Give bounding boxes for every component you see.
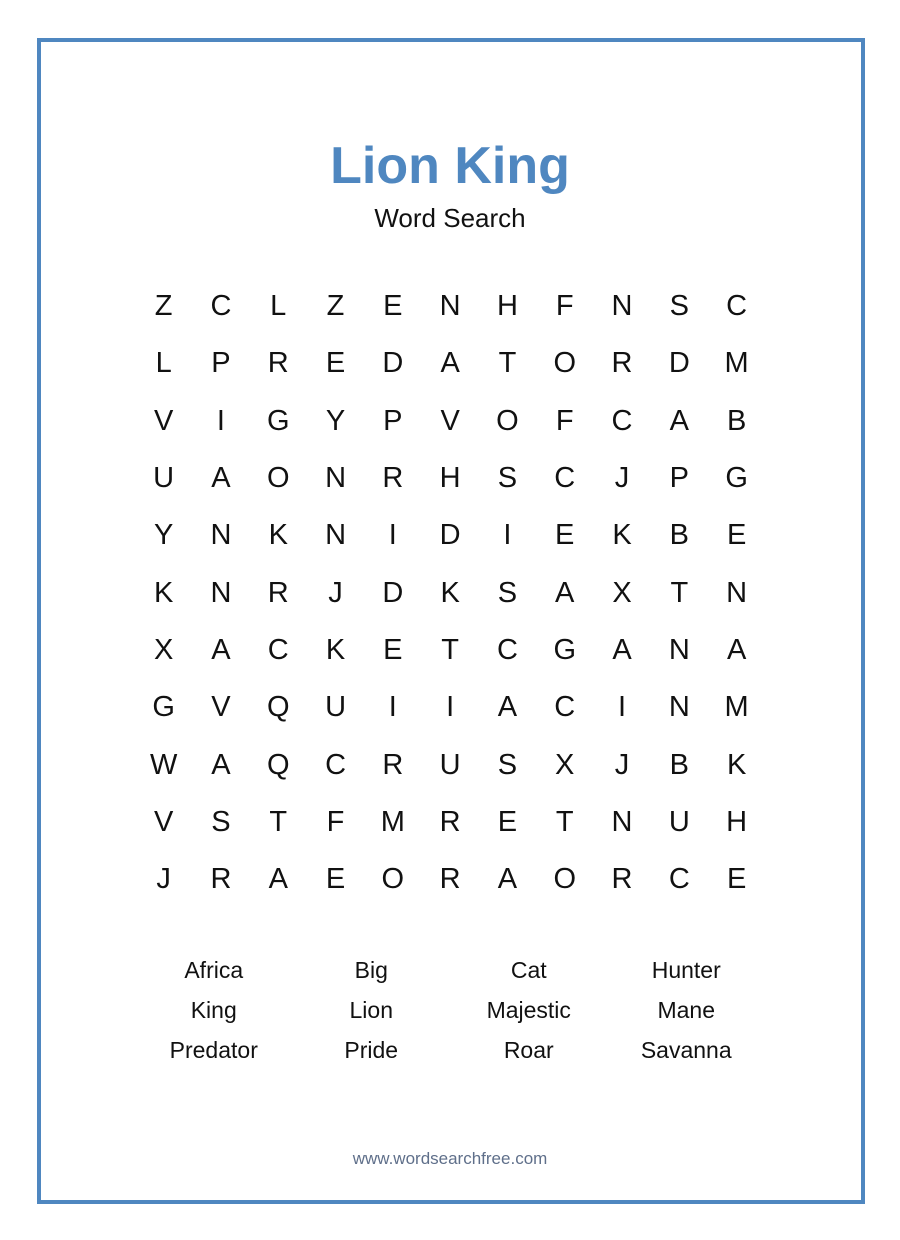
grid-cell: J <box>328 576 343 609</box>
grid-cell: L <box>155 347 172 380</box>
grid-cell: R <box>267 576 289 609</box>
grid-cell: I <box>503 519 512 552</box>
grid-cell: F <box>555 290 574 323</box>
grid-cell: V <box>211 691 231 724</box>
grid-cell: Q <box>266 691 290 724</box>
grid-cell: A <box>497 863 518 896</box>
grid-cell: O <box>496 404 519 437</box>
grid-cell: A <box>211 633 231 666</box>
grid-cell: I <box>446 691 455 724</box>
grid-cell: N <box>325 519 347 552</box>
grid-cell: S <box>497 748 518 781</box>
grid-cell: S <box>669 290 689 323</box>
grid-cell: A <box>726 633 747 666</box>
grid-cell: J <box>614 748 630 781</box>
grid-cell: P <box>669 462 689 495</box>
grid-cell: O <box>553 863 576 896</box>
grid-cell: I <box>388 691 397 724</box>
grid-cell: A <box>497 691 518 724</box>
grid-cell: O <box>553 347 576 380</box>
grid-cell: D <box>382 347 404 380</box>
grid-cell: R <box>382 748 404 781</box>
grid-cell: A <box>211 748 231 781</box>
grid-cell: N <box>325 462 347 495</box>
grid-cell: V <box>153 805 174 838</box>
grid-cell: C <box>496 633 518 666</box>
grid-cell: Q <box>266 748 290 781</box>
grid-cell: U <box>325 691 347 724</box>
grid-cell: Y <box>325 404 346 437</box>
grid-cell: Z <box>326 290 345 323</box>
grid-cell: K <box>268 519 288 552</box>
grid-cell: S <box>211 805 231 838</box>
grid-cell: K <box>440 576 460 609</box>
grid-cell: E <box>325 863 346 896</box>
grid-cell: S <box>497 462 518 495</box>
word-list-item: Lion <box>349 996 393 1023</box>
word-list-item: Big <box>354 956 388 983</box>
grid-cell: E <box>383 290 403 323</box>
grid-cell: O <box>266 462 290 495</box>
grid-cell: F <box>555 404 574 437</box>
grid-cell: U <box>153 462 175 495</box>
grid-cell: I <box>216 404 225 437</box>
grid-cell: N <box>210 519 232 552</box>
grid-cell: B <box>669 519 689 552</box>
grid-cell: C <box>668 863 690 896</box>
grid-cell: E <box>555 519 575 552</box>
grid-cell: V <box>153 404 174 437</box>
grid-cell: A <box>669 404 689 437</box>
grid-cell: C <box>325 748 347 781</box>
grid-cell: K <box>726 748 747 781</box>
grid-cell: Z <box>154 290 173 323</box>
grid-cell: E <box>726 863 747 896</box>
grid-cell: G <box>725 462 748 495</box>
grid-cell: R <box>210 863 232 896</box>
grid-cell: N <box>611 805 633 838</box>
grid-cell: D <box>668 347 690 380</box>
grid-cell: V <box>440 404 460 437</box>
letter-grid <box>135 278 765 908</box>
grid-cell: S <box>497 576 518 609</box>
grid-cell: I <box>617 691 627 724</box>
grid-cell: L <box>270 290 287 323</box>
grid-cell: A <box>268 863 288 896</box>
grid-cell: H <box>439 462 461 495</box>
grid-cell: U <box>668 805 690 838</box>
puzzle-subtitle: Word Search <box>374 203 526 233</box>
grid-cell: G <box>152 691 175 724</box>
grid-cell: T <box>269 805 288 838</box>
grid-cell: J <box>156 863 171 896</box>
word-list-item: Majestic <box>486 996 571 1023</box>
grid-cell: H <box>726 805 748 838</box>
grid-cell: T <box>498 347 517 380</box>
grid-cell: T <box>670 576 689 609</box>
grid-cell: R <box>611 347 633 380</box>
grid-cell: R <box>382 462 404 495</box>
grid-cell: B <box>669 748 689 781</box>
grid-cell: C <box>611 404 633 437</box>
grid-cell: N <box>611 290 633 323</box>
grid-cell: R <box>439 805 461 838</box>
grid-cell: M <box>724 347 749 380</box>
grid-cell: I <box>388 519 397 552</box>
grid-cell: E <box>325 347 346 380</box>
grid-cell: C <box>554 462 576 495</box>
grid-cell: W <box>149 748 178 781</box>
grid-cell: E <box>497 805 518 838</box>
grid-cell: R <box>267 347 289 380</box>
grid-cell: H <box>496 290 518 323</box>
grid-cell: A <box>440 347 460 380</box>
grid-cell: A <box>555 576 575 609</box>
grid-cell: C <box>210 290 232 323</box>
grid-cell: D <box>382 576 404 609</box>
grid-cell: C <box>726 290 748 323</box>
grid-cell: N <box>210 576 232 609</box>
grid-cell: X <box>153 633 174 666</box>
word-list <box>135 950 765 1070</box>
grid-cell: K <box>325 633 346 666</box>
grid-cell: F <box>326 805 345 838</box>
grid-cell: D <box>439 519 461 552</box>
word-list-item: Pride <box>344 1036 399 1063</box>
grid-cell: Y <box>153 519 174 552</box>
grid-cell: T <box>555 805 574 838</box>
grid-cell: A <box>612 633 632 666</box>
word-list-item: King <box>190 996 237 1023</box>
word-list-item: Predator <box>169 1036 258 1063</box>
grid-cell: K <box>612 519 632 552</box>
puzzle-title: Lion King <box>330 137 570 195</box>
grid-cell: G <box>266 404 290 437</box>
grid-cell: C <box>267 633 289 666</box>
grid-cell: E <box>726 519 747 552</box>
grid-cell: K <box>153 576 174 609</box>
grid-cell: J <box>614 462 630 495</box>
grid-cell: E <box>383 633 403 666</box>
grid-cell: A <box>211 462 231 495</box>
grid-cell: N <box>668 633 690 666</box>
grid-cell: U <box>439 748 461 781</box>
grid-cell: P <box>383 404 403 437</box>
grid-cell: X <box>612 576 632 609</box>
word-list-item: Savanna <box>640 1036 732 1063</box>
word-list-item: Africa <box>184 956 244 983</box>
grid-cell: G <box>553 633 576 666</box>
grid-cell: P <box>211 347 231 380</box>
grid-cell: C <box>554 691 576 724</box>
grid-cell: N <box>439 290 461 323</box>
grid-cell: N <box>668 691 690 724</box>
word-list-item: Cat <box>510 956 547 983</box>
grid-cell: M <box>380 805 405 838</box>
grid-cell: R <box>439 863 461 896</box>
grid-cell: B <box>726 404 747 437</box>
grid-cell: R <box>611 863 633 896</box>
word-list-item: Hunter <box>651 956 721 983</box>
grid-cell: O <box>381 863 405 896</box>
grid-cell: N <box>726 576 748 609</box>
grid-cell: X <box>555 748 575 781</box>
word-list-item: Roar <box>503 1036 554 1063</box>
word-list-item: Mane <box>657 996 716 1023</box>
grid-cell: M <box>724 691 749 724</box>
footer-url: www.wordsearchfree.com <box>352 1149 548 1168</box>
grid-cell: T <box>441 633 459 666</box>
